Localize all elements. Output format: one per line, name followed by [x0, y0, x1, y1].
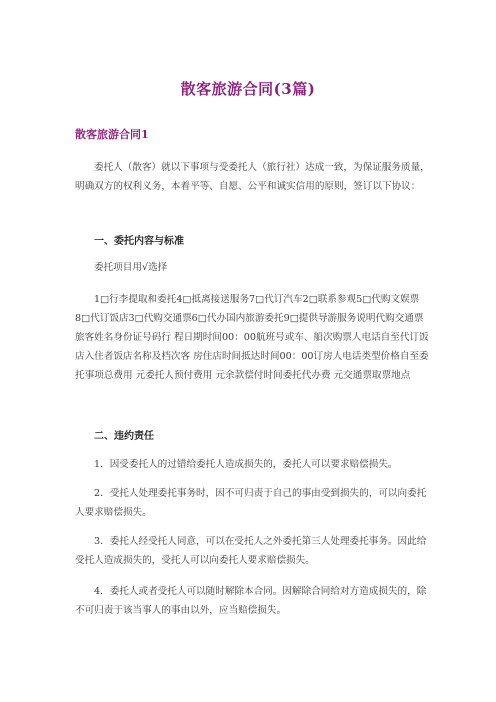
section-heading-liability: 二、违约责任: [94, 431, 154, 442]
section-heading-content: 一、委托内容与标准: [94, 236, 184, 247]
clause-3: 3．委托人经受托人同意，可以在受托人之外委托第三人处理委托事务。因此给受托人造成损失的，受托人可以向委托人要求赔偿损失。: [75, 536, 427, 566]
clause-4: 4．委托人或者受托人可以随时解除本合同。因解除合同给对方造成损失的，除不可归责于该当事人的事由以外，应当赔偿损失。: [75, 586, 427, 616]
clause-2: 2．受托人处理委托事务时，因不可归责于自己的事由受到损失的，可以向委托人要求赔偿损失。: [75, 488, 427, 518]
service-items-paragraph: 1□行李提取和委托4□抵离接送服务7□代订汽车2□联系参观5□代购文娱票8□代订饭店3□代购交通票6□代办国内旅游委托9□提供导游服务说明代购交通票旅客姓名身份证号码行 程日期时间00：00航班号或车、船次购票人电话自至代订饭店入住者饭店名称及档次客 房住店时间抵达时间00：00订房人电话类型价格自至委托事项总费用 元委托人预付费用 元余款偿付时间委托代办费 元交通票取票地点: [75, 294, 429, 381]
clause-1: 1．因受委托人的过错给委托人造成损失的，委托人可以要求赔偿损失。: [94, 459, 398, 470]
selection-note: 委托项目用√选择: [94, 262, 168, 273]
document-title: 散客旅游合同(3篇): [180, 80, 316, 98]
contract-subtitle: 散客旅游合同1: [75, 128, 149, 141]
intro-paragraph: 委托人（散客）就以下事项与受委托人（旅行社）达成一致，为保证服务质量，明确双方的权利义务，本着平等、自愿、公平和诚实信用的原则，签订以下协议：: [75, 162, 430, 192]
